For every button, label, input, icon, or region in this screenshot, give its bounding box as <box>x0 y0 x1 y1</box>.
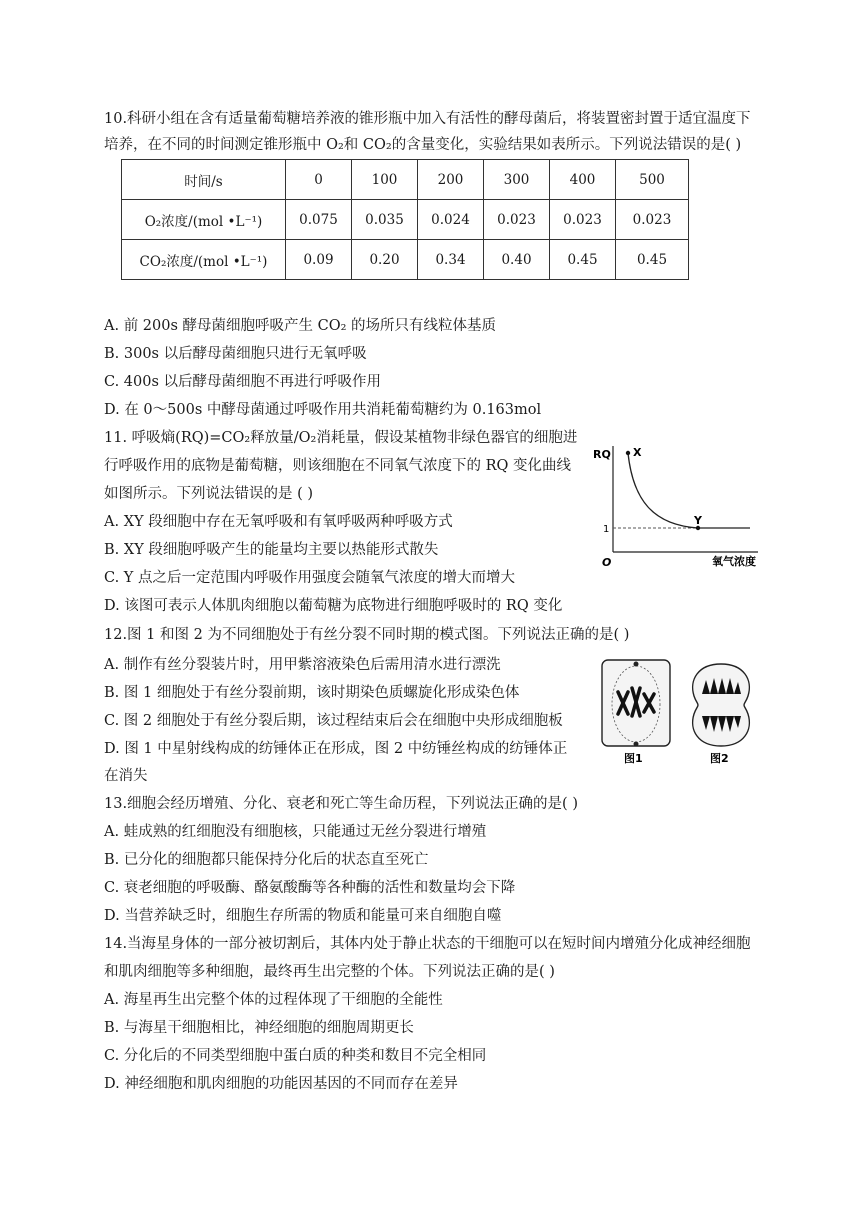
q14-stem-line1: 14.当海星身体的一部分被切割后，其体内处于静止状态的干细胞可以在短时间内增殖分化成神经细胞 <box>104 936 751 952</box>
table-cell: 0.40 <box>484 240 550 280</box>
q12-option-a: A. 制作有丝分裂装片时，用甲紫溶液染色后需用清水进行漂洗 <box>104 657 501 673</box>
table-header-cell: 400 <box>550 160 616 200</box>
table-cell: 0.023 <box>484 200 550 240</box>
q14-option-a: A. 海星再生出完整个体的过程体现了干细胞的全能性 <box>104 992 443 1008</box>
q10-option-d: D. 在 0～500s 中酵母菌通过呼吸作用共消耗葡萄糖约为 0.163mol <box>104 402 542 418</box>
point-x-label: X <box>633 446 642 459</box>
q11-option-b: B. XY 段细胞呼吸产生的能量均主要以热能形式散失 <box>104 542 439 558</box>
table-header-cell: 300 <box>484 160 550 200</box>
q10-data-table <box>121 159 689 280</box>
q13-option-c: C. 衰老细胞的呼吸酶、酪氨酸酶等各种酶的活性和数量均会下降 <box>104 880 516 896</box>
table-cell: 0.45 <box>616 240 689 280</box>
q11-option-d: D. 该图可表示人体肌肉细胞以葡萄糖为底物进行细胞呼吸时的 RQ 变化 <box>104 598 563 614</box>
q12-stem: 12.图 1 和图 2 为不同细胞处于有丝分裂不同时期的模式图。下列说法正确的是( ) <box>104 627 630 643</box>
q11-stem-line3: 如图所示。下列说法错误的是 ( ) <box>104 486 314 502</box>
table-cell: 0.035 <box>352 200 418 240</box>
mitosis-figure <box>596 656 771 768</box>
q13-option-b: B. 已分化的细胞都只能保持分化后的状态直至死亡 <box>104 852 429 868</box>
table-cell: 0.20 <box>352 240 418 280</box>
table-cell: CO₂浓度/(mol •L⁻¹) <box>122 240 286 280</box>
table-header-cell: 0 <box>286 160 352 200</box>
q13-stem: 13.细胞会经历增殖、分化、衰老和死亡等生命历程，下列说法正确的是( ) <box>104 796 578 812</box>
table-header-cell: 时间/s <box>122 160 286 200</box>
y-axis-label: RQ <box>593 448 611 461</box>
q14-option-c: C. 分化后的不同类型细胞中蛋白质的种类和数目不完全相同 <box>104 1048 487 1064</box>
table-cell: 0.024 <box>418 200 484 240</box>
rq-curve-figure <box>588 440 773 575</box>
table-header-cell: 200 <box>418 160 484 200</box>
rq-curve <box>628 453 698 528</box>
table-header-row <box>122 160 689 200</box>
figure2-cell <box>693 664 750 746</box>
q14-option-b: B. 与海星干细胞相比，神经细胞的细胞周期更长 <box>104 1020 414 1036</box>
q14-stem-line2: 和肌肉细胞等多种细胞，最终再生出完整的个体。下列说法正确的是( ) <box>104 964 555 980</box>
table-cell: O₂浓度/(mol •L⁻¹) <box>122 200 286 240</box>
table-row <box>122 200 689 240</box>
q14-option-d: D. 神经细胞和肌肉细胞的功能因基因的不同而存在差异 <box>104 1076 458 1092</box>
origin-label: O <box>602 556 612 569</box>
table-cell: 0.075 <box>286 200 352 240</box>
figure1-centrosome-bottom <box>634 742 639 747</box>
q12-option-d: D. 图 1 中星射线构成的纺锤体正在形成，图 2 中纺锤丝构成的纺锤体正 <box>104 741 568 757</box>
q10-option-b: B. 300s 以后酵母菌细胞只进行无氧呼吸 <box>104 346 367 362</box>
table-header-cell: 500 <box>616 160 689 200</box>
q12-option-d-cont: 在消失 <box>104 768 148 784</box>
table-cell: 0.09 <box>286 240 352 280</box>
q10-option-c: C. 400s 以后酵母菌细胞不再进行呼吸作用 <box>104 374 382 390</box>
q10-stem-line1: 10.科研小组在含有适量葡萄糖培养液的锥形瓶中加入有活性的酵母菌后，将装置密封置于适宜温度下 <box>104 111 751 127</box>
q10-option-a: A. 前 200s 酵母菌细胞呼吸产生 CO₂ 的场所只有线粒体基质 <box>104 318 497 334</box>
table-cell: 0.34 <box>418 240 484 280</box>
figure1-label: 图1 <box>624 752 643 765</box>
tick-1-label: 1 <box>603 524 610 535</box>
q10-stem-line2: 培养，在不同的时间测定锥形瓶中 O₂和 CO₂的含量变化，实验结果如表所示。下列说法错误的是( ) <box>104 137 742 153</box>
q11-stem-line1: 11. 呼吸熵(RQ)=CO₂释放量/O₂消耗量，假设某植物非绿色器官的细胞进 <box>104 430 578 446</box>
x-axis-label: 氧气浓度 <box>712 555 756 568</box>
point-x-dot <box>626 451 630 455</box>
figure2-label: 图2 <box>710 752 729 765</box>
point-y-label: Y <box>694 514 702 527</box>
q12-option-c: C. 图 2 细胞处于有丝分裂后期，该过程结束后会在细胞中央形成细胞板 <box>104 713 563 729</box>
figure1-centrosome-top <box>634 662 639 667</box>
table-row <box>122 240 689 280</box>
table-cell: 0.023 <box>550 200 616 240</box>
q11-stem-line2: 行呼吸作用的底物是葡萄糖，则该细胞在不同氧气浓度下的 RQ 变化曲线 <box>104 458 572 474</box>
table-cell: 0.45 <box>550 240 616 280</box>
q13-option-a: A. 蛙成熟的红细胞没有细胞核，只能通过无丝分裂进行增殖 <box>104 824 487 840</box>
q11-option-c: C. Y 点之后一定范围内呼吸作用强度会随氧气浓度的增大而增大 <box>104 570 515 586</box>
q11-option-a: A. XY 段细胞中存在无氧呼吸和有氧呼吸两种呼吸方式 <box>104 514 453 530</box>
table-cell: 0.023 <box>616 200 689 240</box>
table-header-cell: 100 <box>352 160 418 200</box>
q13-option-d: D. 当营养缺乏时，细胞生存所需的物质和能量可来自细胞自噬 <box>104 908 502 924</box>
q12-option-b: B. 图 1 细胞处于有丝分裂前期，该时期染色质螺旋化形成染色体 <box>104 685 520 701</box>
